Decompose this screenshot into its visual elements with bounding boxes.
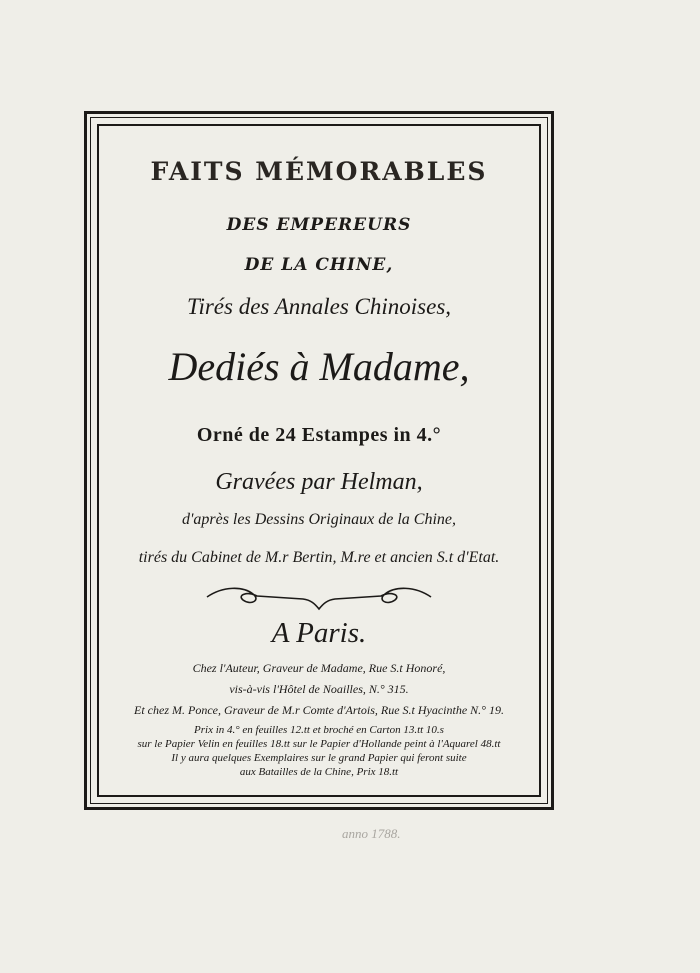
- page-title: FAITS MÉMORABLES: [150, 157, 488, 186]
- flourish-ornament-icon: [203, 582, 435, 612]
- drawings-line: d'après les Dessins Originaux de la Chine,: [181, 511, 457, 528]
- subtitle-emperors: DES EMPEREURS: [226, 215, 412, 235]
- place-line: A Paris.: [271, 617, 367, 649]
- price-line-3: Il y aura quelques Exemplaires sur le grand Papier qui feront suite: [171, 752, 467, 764]
- price-line-1: Prix in 4.° en feuilles 12.tt et broché en Carton 13.tt 10.s: [194, 724, 444, 736]
- price-line-2: sur le Papier Velin en feuilles 18.tt sur le Papier d'Hollande peint à l'Aquarel 48.tt: [137, 738, 501, 750]
- dedication-line: Dediés à Madame,: [168, 344, 470, 389]
- pencil-annotation: anno 1788.: [342, 826, 401, 841]
- source-line: Tirés des Annales Chinoises,: [186, 294, 452, 319]
- address-line-3: Et chez M. Ponce, Graveur de M.r Comte d'Artois, Rue S.t Hyacinthe N.° 19.: [134, 703, 504, 717]
- plates-line: Orné de 24 Estampes in 4.°: [196, 424, 442, 446]
- cabinet-line: tirés du Cabinet de M.r Bertin, M.re et ancien S.t d'Etat.: [138, 549, 500, 566]
- price-line-4: aux Batailles de la Chine, Prix 18.tt: [239, 766, 399, 778]
- address-line-2: vis-à-vis l'Hôtel de Noailles, N.° 315.: [229, 682, 409, 696]
- subtitle-china: DE LA CHINE,: [244, 255, 394, 275]
- engraver-line: Gravées par Helman,: [215, 469, 423, 495]
- title-page-content: [100, 127, 538, 794]
- address-line-1: Chez l'Auteur, Graveur de Madame, Rue S.t Honoré,: [192, 661, 446, 675]
